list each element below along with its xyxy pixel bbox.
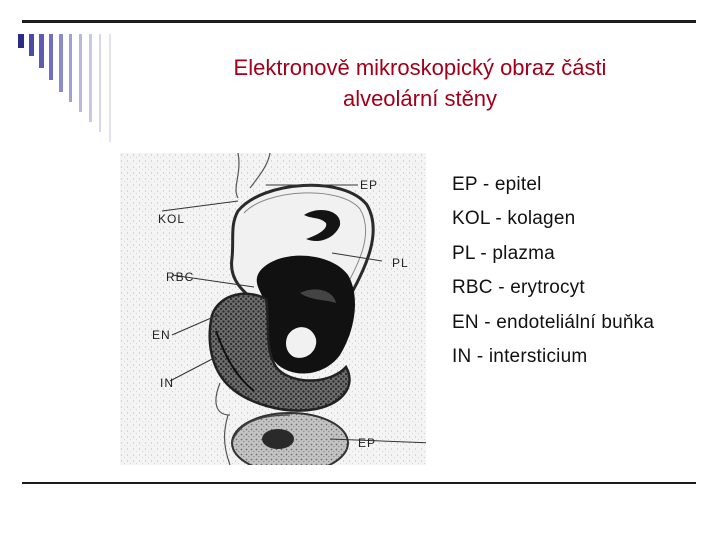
legend-item-pl: PL - plazma — [452, 242, 555, 264]
top-rule — [22, 20, 696, 23]
legend-item-in: IN - intersticium — [452, 346, 588, 368]
legend-item-en: EN - endoteliální buňka — [452, 311, 655, 333]
label-in: IN — [160, 376, 174, 390]
label-kol: KOL — [158, 212, 186, 226]
label-pl: PL — [392, 256, 409, 270]
legend-list — [452, 168, 654, 374]
title-line-1: Elektronově mikroskopický obraz části — [233, 55, 607, 80]
legend-item-rbc: RBC - erytrocyt — [452, 277, 585, 299]
alveolar-wall-micrograph — [120, 153, 426, 465]
decorative-bars — [18, 34, 128, 144]
legend-item-ep: EP - epitel — [452, 174, 542, 195]
label-ep-bottom: EP — [358, 436, 377, 450]
bottom-rule — [22, 482, 696, 484]
legend-item-kol: KOL - kolagen — [452, 208, 576, 230]
label-en: EN — [152, 328, 171, 342]
label-rbc: RBC — [166, 270, 195, 284]
title-line-2: alveolární stěny — [342, 86, 498, 111]
slide-title — [140, 52, 700, 114]
label-ep-top: EP — [360, 178, 379, 192]
